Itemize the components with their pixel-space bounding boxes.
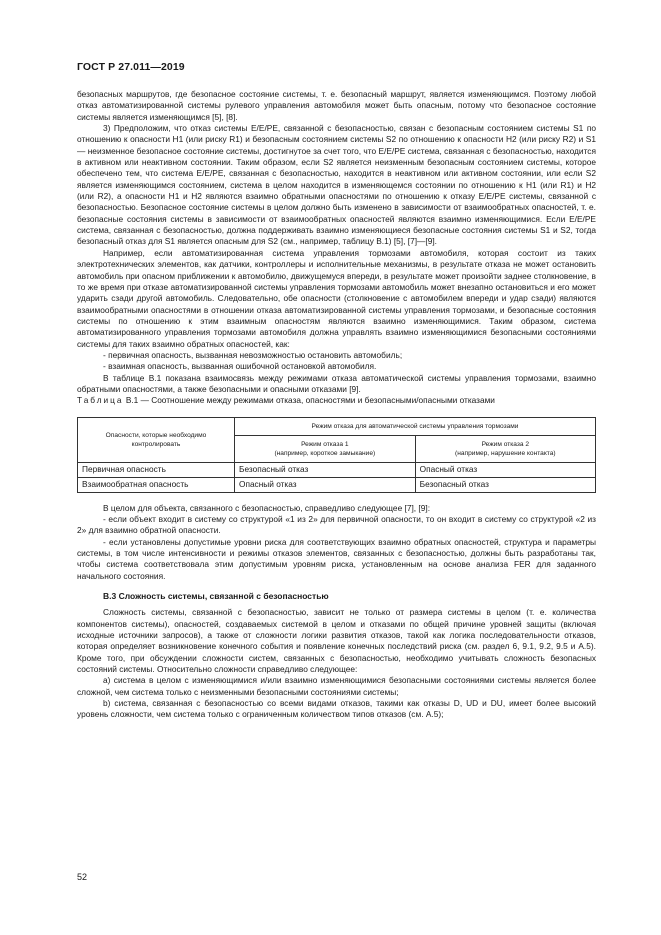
paragraph: 3) Предположим, что отказ системы E/E/PE, связанной с безопасностью, связан с безопасным состоянием системы S1 по отношению к опасности H1 (или риску R1) и безопасным состоянием системы S2 по отношению к опасности H2 (или риску R2) и S1 — неизменное безопасное состояние системы, достигнутое за счет того, что E/E/PE система, связанная с безопасностью, находится в активном или неактивном состоянии. Таким образом, если S2 является неизменным безопасным состоянием системы, которое обеспечено тем, что система E/E/PE, связанная с безопасностью, находится в неактивном или активном состоянии, или если S2 является изменяющимся состоянием, система в целом находится в изменяющемся состоянии по отношению к H1 (или R1) и H2 (или R2), а опасности H1 и H2 являются взаимно обратными опасностями по отношению к отказу E/E/PE системы, связанной с безопасностью. Безопасное состояние системы в целом должно быть изменено в зависимости от взаимообратных опасностей, т. е. безопасные состояния системы в зависимости от взаимообратных опасностей являются взаимно изменяющимися. Если E/E/PE система, связанная с безопасностью, должна поддерживать взаимно изменяющиеся безопасные состояния системы S1 и S2, тогда безопасный отказ для S1 является опасным для S2 (см., например, таблицу B.1) [5], [7]—[9]. <box>77 123 596 247</box>
list-item: - первичная опасность, вызванная невозможностью остановить автомобиль; <box>103 349 403 360</box>
paragraph: Например, если автоматизированная система управления тормозами автомобиля, которая состоит из таких электротехнических элементов, как датчики, контроллеры и исполнительные механизмы, в результате отказа не может остановить автомобиль при опасном приближении к автомобилю, движущемуся впереди, в результате может произойти заднее столкновение, в то же время при отказе автоматизированной системы управления тормозами автомобиль может внезапно остановиться и его может ударить сзади другой автомобиль. Следовательно, обе опасности (столкновение с автомобилем впереди и удар сзади) являются взаимообратными опасностями в отношении отказа автоматизированной системы управления тормозами, и безопасные состояния системы по отношению к этим взаимным опасностям являются взаимно изменяющимися. Таким образом, система автоматизированного управления тормозами автомобиля должна управлять взаимно изменяющимися безопасными состояниями системы для таких взаимно обратных опасностей, как: <box>77 247 596 349</box>
page-number: 52 <box>77 872 88 882</box>
table-cell-hazard: Взаимообратная опасность <box>78 477 235 492</box>
list-item: - взаимная опасность, вызванная ошибочной остановкой автомобиля. <box>103 361 377 372</box>
paragraph: безопасных маршрутов, где безопасное состояние системы, т. е. безопасный маршрут, является изменяющимся. Поэтому любой отказ автоматизированной системы рулевого управления автомобиля может быть опасным, потому что безопасное состояние системы является изменяющимся [5], [8]. <box>77 89 596 122</box>
failure-mode-table <box>77 417 596 493</box>
standard-header: ГОСТ Р 27.011—2019 <box>77 61 185 73</box>
table-row <box>78 462 596 477</box>
mode-2-subtitle: (например, нарушение контакта) <box>455 449 556 457</box>
table-header-mode-2 <box>415 436 595 463</box>
list-item: b) система, связанная с безопасностью со всеми видами отказов, такими как отказы D, UD и DU, имеет более высокий уровень сложности, чем система только с ограниченным количеством типов отказов (см. A.5); <box>77 698 596 720</box>
table-header-hazards: Опасности, которые необходимо контролировать <box>78 417 235 462</box>
table-header-group: Режим отказа для автоматической системы управления тормозами <box>235 417 596 435</box>
table-cell-mode-2: Безопасный отказ <box>415 477 595 492</box>
mode-1-subtitle: (например, короткое замыкание) <box>274 449 376 457</box>
table-caption <box>77 395 596 406</box>
table-cell-mode-1: Опасный отказ <box>235 477 416 492</box>
mode-2-title: Режим отказа 2 <box>481 440 530 448</box>
section-title: B.3 Сложность системы, связанной с безопасностью <box>103 591 329 602</box>
paragraph: Сложность системы, связанной с безопасностью, зависит не только от размера системы в целом (т. е. количества компонентов системы), опасностей, создаваемых системой в целом и отказами по общей причине уровней защиты (включая исходные источники запросов), а также от сложности логики развития отказов, такой как логика последовательности отказов, которая определяет возникновение конечного события и появление конечных последствий риска (см. раздел 6, 9.1, 9.2, 9.5 и A.5). Кроме того, при обсуждении сложности систем, связанных с безопасностью, необходимо учитывать сложность безопасных состояний системы. Относительно сложности справедливо следующее: <box>77 607 596 675</box>
list-item: - если объект входит в систему со структурой «1 из 2» для первичной опасности, то он входит в систему со структурой «2 из 2» для взаимно обратной опасности. <box>77 513 596 536</box>
table-header-mode-1 <box>235 436 416 463</box>
table-cell-mode-1: Безопасный отказ <box>235 462 416 477</box>
table-cell-hazard: Первичная опасность <box>78 462 235 477</box>
mode-1-title: Режим отказа 1 <box>301 440 349 448</box>
table-row <box>78 477 596 492</box>
table-caption-label: Таблица <box>77 395 124 406</box>
paragraph: В таблице B.1 показана взаимосвязь между режимами отказа автоматической системы управления тормозами, взаимно обратными опасностями, а также безопасными и опасными отказами [9]. <box>77 372 596 394</box>
list-item: a) система в целом с изменяющимися и/или взаимно изменяющимися безопасными состояниями системы является более сложной, чем система только с неизменными безопасными состояниями системы; <box>77 675 596 697</box>
paragraph: В целом для объекта, связанного с безопасностью, справедливо следующее [7], [9]: <box>103 502 431 513</box>
body-text <box>77 89 596 721</box>
table-caption-text: B.1 — Соотношение между режимами отказа, опасностями и безопасными/опасными отказами <box>125 395 495 406</box>
table-cell-mode-2: Опасный отказ <box>415 462 595 477</box>
list-item: - если установлены допустимые уровни риска для соответствующих взаимно обратных опасностей, структура и параметры системы, в том числе интенсивности и режимы отказов элементов, связанных с безопасностью, должны быть разработаны так, чтобы система соответствовала этим допустимым уровням риска, установленным на основе анализа FER для заданного начального состояния. <box>77 536 596 581</box>
